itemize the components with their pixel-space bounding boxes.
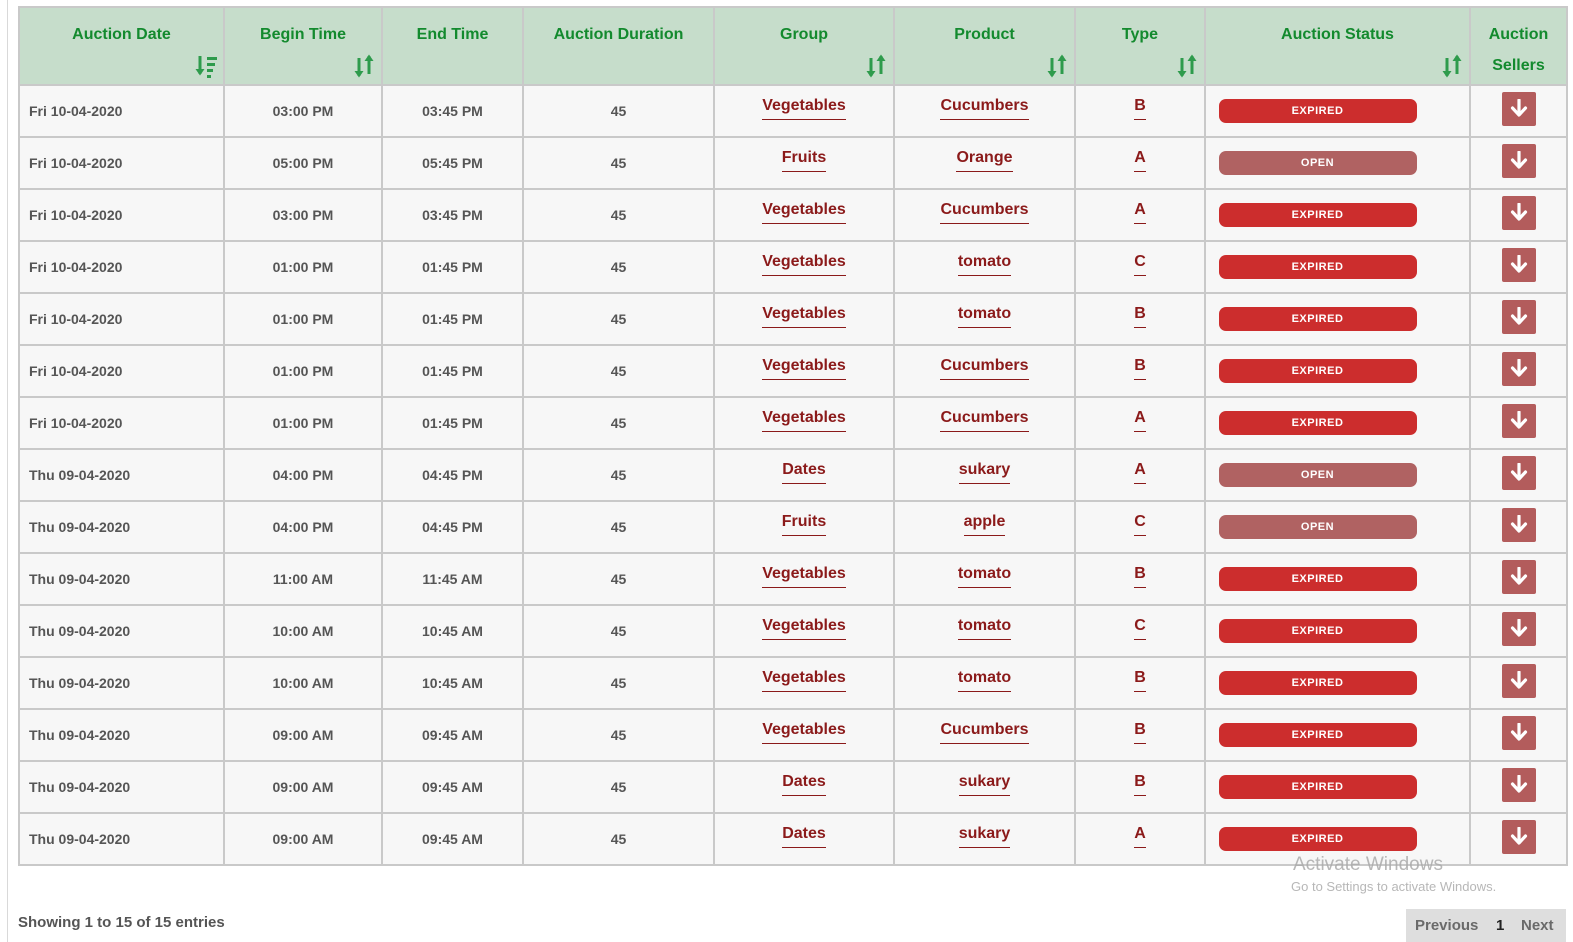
cell-begin-time: 01:00 PM (224, 345, 382, 397)
table-row (19, 501, 1567, 553)
cell-begin-time: 09:00 AM (224, 813, 382, 865)
cell-group (714, 137, 894, 189)
arrow-down-icon (1510, 567, 1528, 587)
cell-end-time: 09:45 AM (382, 709, 523, 761)
group-link[interactable]: Vegetables (762, 305, 846, 328)
cell-end-time: 01:45 PM (382, 241, 523, 293)
sellers-download-button[interactable] (1502, 196, 1536, 230)
cell-begin-time: 11:00 AM (224, 553, 382, 605)
cell-duration: 45 (523, 553, 714, 605)
group-link[interactable]: Vegetables (762, 201, 846, 224)
cell-product (894, 345, 1075, 397)
cell-duration: 45 (523, 241, 714, 293)
arrow-down-icon (1510, 411, 1528, 431)
column-label: Auction Duration (553, 26, 684, 43)
column-header-auction-duration (523, 7, 714, 85)
table-row (19, 657, 1567, 709)
status-badge: EXPIRED (1219, 827, 1417, 851)
page-1-button[interactable]: 1 (1496, 917, 1505, 934)
cell-product (894, 241, 1075, 293)
product-link[interactable]: Cucumbers (940, 201, 1028, 224)
cell-type (1075, 397, 1205, 449)
type-link[interactable]: C (1134, 513, 1146, 536)
cell-begin-time: 04:00 PM (224, 501, 382, 553)
type-link[interactable]: B (1134, 357, 1146, 380)
cell-product (894, 813, 1075, 865)
group-link[interactable]: Vegetables (762, 357, 846, 380)
cell-begin-time: 10:00 AM (224, 657, 382, 709)
cell-duration: 45 (523, 501, 714, 553)
cell-status (1205, 397, 1470, 449)
column-label (1471, 8, 1566, 81)
table-row (19, 293, 1567, 345)
sellers-download-button[interactable] (1502, 560, 1536, 594)
sellers-download-button[interactable] (1502, 508, 1536, 542)
table-row (19, 85, 1567, 137)
cell-sellers (1470, 241, 1567, 293)
cell-end-time: 03:45 PM (382, 189, 523, 241)
column-header-type[interactable] (1075, 7, 1205, 85)
cell-product (894, 85, 1075, 137)
cell-type (1075, 449, 1205, 501)
status-badge: EXPIRED (1219, 723, 1417, 747)
column-header-auction-date[interactable] (19, 7, 224, 85)
cell-status (1205, 189, 1470, 241)
cell-end-time: 09:45 AM (382, 761, 523, 813)
cell-duration: 45 (523, 709, 714, 761)
status-badge: EXPIRED (1219, 359, 1417, 383)
cell-duration: 45 (523, 137, 714, 189)
product-link[interactable]: tomato (958, 617, 1011, 640)
table-header-row (19, 7, 1567, 85)
arrow-down-icon (1510, 255, 1528, 275)
cell-status (1205, 449, 1470, 501)
cell-type (1075, 605, 1205, 657)
column-header-end-time (382, 7, 523, 85)
cell-status (1205, 345, 1470, 397)
status-badge: EXPIRED (1219, 255, 1417, 279)
type-link[interactable]: C (1134, 617, 1146, 640)
cell-duration: 45 (523, 85, 714, 137)
type-link[interactable]: B (1134, 773, 1146, 796)
cell-sellers (1470, 137, 1567, 189)
group-link[interactable]: Vegetables (762, 617, 846, 640)
cell-auction-date: Thu 09-04-2020 (19, 605, 224, 657)
cell-status (1205, 553, 1470, 605)
sellers-download-button[interactable] (1502, 612, 1536, 646)
column-label: Auction Status (1281, 26, 1394, 43)
sellers-download-button[interactable] (1502, 352, 1536, 386)
cell-group (714, 397, 894, 449)
cell-status (1205, 293, 1470, 345)
status-badge: EXPIRED (1219, 619, 1417, 643)
type-link[interactable]: A (1134, 825, 1146, 848)
cell-status (1205, 813, 1470, 865)
cell-duration: 45 (523, 397, 714, 449)
cell-type (1075, 657, 1205, 709)
cell-auction-date: Thu 09-04-2020 (19, 501, 224, 553)
type-link[interactable]: B (1134, 97, 1146, 120)
cell-sellers (1470, 85, 1567, 137)
table-row (19, 605, 1567, 657)
cell-status (1205, 241, 1470, 293)
type-link[interactable]: A (1134, 409, 1146, 432)
column-label: Product (954, 26, 1015, 43)
table-row (19, 813, 1567, 865)
cell-end-time: 01:45 PM (382, 345, 523, 397)
arrow-down-icon (1510, 515, 1528, 535)
cell-group (714, 657, 894, 709)
cell-auction-date: Thu 09-04-2020 (19, 657, 224, 709)
table-row (19, 709, 1567, 761)
arrow-down-icon (1510, 151, 1528, 171)
cell-duration: 45 (523, 345, 714, 397)
arrow-down-icon (1510, 671, 1528, 691)
next-page-button[interactable]: Next (1521, 917, 1554, 934)
cell-product (894, 709, 1075, 761)
column-label-line2: Sellers (1492, 57, 1545, 74)
cell-group (714, 501, 894, 553)
cell-auction-date: Fri 10-04-2020 (19, 189, 224, 241)
cell-begin-time: 10:00 AM (224, 605, 382, 657)
column-label-line1: Auction (1488, 26, 1549, 43)
table-row (19, 241, 1567, 293)
cell-end-time: 09:45 AM (382, 813, 523, 865)
cell-type (1075, 709, 1205, 761)
cell-duration: 45 (523, 813, 714, 865)
cell-type (1075, 189, 1205, 241)
product-link[interactable]: Cucumbers (940, 721, 1028, 744)
group-link[interactable]: Vegetables (762, 721, 846, 744)
sellers-download-button[interactable] (1502, 92, 1536, 126)
status-badge: EXPIRED (1219, 203, 1417, 227)
sellers-download-button[interactable] (1502, 248, 1536, 282)
type-link[interactable]: B (1134, 721, 1146, 744)
cell-product (894, 761, 1075, 813)
cell-auction-date: Fri 10-04-2020 (19, 85, 224, 137)
arrow-down-icon (1510, 307, 1528, 327)
cell-product (894, 137, 1075, 189)
cell-begin-time: 01:00 PM (224, 293, 382, 345)
cell-sellers (1470, 397, 1567, 449)
cell-product (894, 397, 1075, 449)
cell-auction-date: Fri 10-04-2020 (19, 137, 224, 189)
product-link[interactable]: tomato (958, 305, 1011, 328)
cell-status (1205, 657, 1470, 709)
type-link[interactable]: B (1134, 305, 1146, 328)
previous-page-button[interactable]: Previous (1415, 917, 1479, 934)
cell-sellers (1470, 709, 1567, 761)
cell-sellers (1470, 189, 1567, 241)
cell-product (894, 501, 1075, 553)
cell-group (714, 553, 894, 605)
column-header-auction-sellers (1470, 7, 1567, 85)
group-link[interactable]: Dates (782, 773, 826, 796)
cell-group (714, 293, 894, 345)
cell-product (894, 605, 1075, 657)
column-label: End Time (416, 26, 489, 43)
windows-activation-watermark: Activate Windows (1293, 854, 1443, 875)
cell-sellers (1470, 605, 1567, 657)
cell-type (1075, 501, 1205, 553)
cell-status (1205, 605, 1470, 657)
cell-type (1075, 85, 1205, 137)
cell-begin-time: 01:00 PM (224, 241, 382, 293)
group-link[interactable]: Fruits (782, 513, 826, 536)
cell-product (894, 293, 1075, 345)
table-info: Showing 1 to 15 of 15 entries (18, 914, 225, 931)
sort-arrows-icon[interactable] (353, 54, 375, 78)
type-link[interactable]: A (1134, 461, 1146, 484)
arrow-down-icon (1510, 723, 1528, 743)
cell-status (1205, 761, 1470, 813)
column-header-group[interactable] (714, 7, 894, 85)
status-badge: EXPIRED (1219, 411, 1417, 435)
table-row (19, 761, 1567, 813)
cell-type (1075, 553, 1205, 605)
cell-product (894, 189, 1075, 241)
table-row (19, 449, 1567, 501)
product-link[interactable]: sukary (959, 461, 1011, 484)
cell-begin-time: 05:00 PM (224, 137, 382, 189)
sellers-download-button[interactable] (1502, 404, 1536, 438)
sort-arrows-icon[interactable] (1046, 54, 1068, 78)
cell-begin-time: 09:00 AM (224, 761, 382, 813)
cell-product (894, 553, 1075, 605)
cell-begin-time: 09:00 AM (224, 709, 382, 761)
column-header-auction-status[interactable] (1205, 7, 1470, 85)
cell-auction-date: Thu 09-04-2020 (19, 553, 224, 605)
status-badge: EXPIRED (1219, 99, 1417, 123)
type-link[interactable]: C (1134, 253, 1146, 276)
type-link[interactable]: B (1134, 565, 1146, 588)
status-badge: OPEN (1219, 515, 1417, 539)
cell-type (1075, 293, 1205, 345)
group-link[interactable]: Fruits (782, 149, 826, 172)
group-link[interactable]: Vegetables (762, 565, 846, 588)
product-link[interactable]: Cucumbers (940, 409, 1028, 432)
arrow-down-icon (1510, 99, 1528, 119)
table-row (19, 137, 1567, 189)
status-badge: OPEN (1219, 151, 1417, 175)
group-link[interactable]: Vegetables (762, 253, 846, 276)
arrow-down-icon (1510, 775, 1528, 795)
product-link[interactable]: Orange (956, 149, 1012, 172)
pagination (1406, 909, 1566, 942)
cell-type (1075, 813, 1205, 865)
product-link[interactable]: tomato (958, 565, 1011, 588)
column-header-product[interactable] (894, 7, 1075, 85)
status-badge: EXPIRED (1219, 307, 1417, 331)
product-link[interactable]: tomato (958, 669, 1011, 692)
cell-type (1075, 761, 1205, 813)
product-link[interactable]: tomato (958, 253, 1011, 276)
table-row (19, 345, 1567, 397)
table-row (19, 397, 1567, 449)
status-badge: OPEN (1219, 463, 1417, 487)
cell-auction-date: Fri 10-04-2020 (19, 293, 224, 345)
cell-begin-time: 03:00 PM (224, 85, 382, 137)
cell-group (714, 189, 894, 241)
cell-group (714, 85, 894, 137)
sellers-download-button[interactable] (1502, 456, 1536, 490)
cell-sellers (1470, 449, 1567, 501)
column-label: Type (1121, 26, 1159, 43)
group-link[interactable]: Vegetables (762, 97, 846, 120)
cell-sellers (1470, 657, 1567, 709)
status-badge: EXPIRED (1219, 567, 1417, 591)
cell-group (714, 241, 894, 293)
product-link[interactable]: sukary (959, 773, 1011, 796)
cell-auction-date: Fri 10-04-2020 (19, 397, 224, 449)
cell-sellers (1470, 813, 1567, 865)
arrow-down-icon (1510, 359, 1528, 379)
column-label: Auction Date (72, 26, 171, 43)
cell-duration: 45 (523, 189, 714, 241)
cell-end-time: 04:45 PM (382, 449, 523, 501)
sellers-download-button[interactable] (1502, 768, 1536, 802)
sort-arrows-icon[interactable] (865, 54, 887, 78)
cell-duration: 45 (523, 761, 714, 813)
sort-amount-down-icon[interactable] (195, 54, 217, 78)
cell-type (1075, 241, 1205, 293)
sellers-download-button[interactable] (1502, 144, 1536, 178)
cell-duration: 45 (523, 657, 714, 709)
cell-sellers (1470, 345, 1567, 397)
sort-arrows-icon[interactable] (1176, 54, 1198, 78)
cell-end-time: 01:45 PM (382, 293, 523, 345)
sellers-download-button[interactable] (1502, 664, 1536, 698)
cell-product (894, 657, 1075, 709)
windows-activation-hint: Go to Settings to activate Windows. (1291, 879, 1497, 894)
group-link[interactable]: Dates (782, 825, 826, 848)
arrow-down-icon (1510, 203, 1528, 223)
cell-duration: 45 (523, 605, 714, 657)
sellers-download-button[interactable] (1502, 300, 1536, 334)
group-link[interactable]: Dates (782, 461, 826, 484)
cell-end-time: 01:45 PM (382, 397, 523, 449)
cell-product (894, 449, 1075, 501)
cell-status (1205, 709, 1470, 761)
status-badge: EXPIRED (1219, 775, 1417, 799)
group-link[interactable]: Vegetables (762, 669, 846, 692)
cell-duration: 45 (523, 449, 714, 501)
group-link[interactable]: Vegetables (762, 409, 846, 432)
type-link[interactable]: B (1134, 669, 1146, 692)
cell-sellers (1470, 501, 1567, 553)
column-label: Begin Time (260, 26, 346, 43)
type-link[interactable]: A (1134, 201, 1146, 224)
cell-group (714, 605, 894, 657)
type-link[interactable]: A (1134, 149, 1146, 172)
cell-end-time: 11:45 AM (382, 553, 523, 605)
cell-end-time: 10:45 AM (382, 605, 523, 657)
cell-end-time: 10:45 AM (382, 657, 523, 709)
cell-status (1205, 501, 1470, 553)
cell-auction-date: Fri 10-04-2020 (19, 241, 224, 293)
product-link[interactable]: Cucumbers (940, 97, 1028, 120)
cell-auction-date: Thu 09-04-2020 (19, 761, 224, 813)
product-link[interactable]: Cucumbers (940, 357, 1028, 380)
cell-begin-time: 03:00 PM (224, 189, 382, 241)
arrow-down-icon (1510, 827, 1528, 847)
cell-auction-date: Fri 10-04-2020 (19, 345, 224, 397)
cell-begin-time: 01:00 PM (224, 397, 382, 449)
cell-sellers (1470, 293, 1567, 345)
cell-group (714, 709, 894, 761)
arrow-down-icon (1510, 619, 1528, 639)
cell-sellers (1470, 761, 1567, 813)
cell-end-time: 03:45 PM (382, 85, 523, 137)
cell-status (1205, 85, 1470, 137)
sellers-download-button[interactable] (1502, 716, 1536, 750)
table-row (19, 189, 1567, 241)
cell-auction-date: Thu 09-04-2020 (19, 709, 224, 761)
product-link[interactable]: sukary (959, 825, 1011, 848)
cell-group (714, 449, 894, 501)
cell-end-time: 04:45 PM (382, 501, 523, 553)
status-badge: EXPIRED (1219, 671, 1417, 695)
sort-arrows-icon[interactable] (1441, 54, 1463, 78)
cell-auction-date: Thu 09-04-2020 (19, 449, 224, 501)
cell-group (714, 761, 894, 813)
page-left-border (7, 0, 8, 942)
sellers-download-button[interactable] (1502, 820, 1536, 854)
arrow-down-icon (1510, 463, 1528, 483)
cell-group (714, 813, 894, 865)
product-link[interactable]: apple (964, 513, 1006, 536)
auction-table (18, 6, 1568, 866)
cell-group (714, 345, 894, 397)
cell-sellers (1470, 553, 1567, 605)
column-header-begin-time[interactable] (224, 7, 382, 85)
column-label: Group (780, 26, 828, 43)
cell-begin-time: 04:00 PM (224, 449, 382, 501)
cell-status (1205, 137, 1470, 189)
cell-type (1075, 137, 1205, 189)
cell-duration: 45 (523, 293, 714, 345)
cell-type (1075, 345, 1205, 397)
table-row (19, 553, 1567, 605)
cell-auction-date: Thu 09-04-2020 (19, 813, 224, 865)
cell-end-time: 05:45 PM (382, 137, 523, 189)
